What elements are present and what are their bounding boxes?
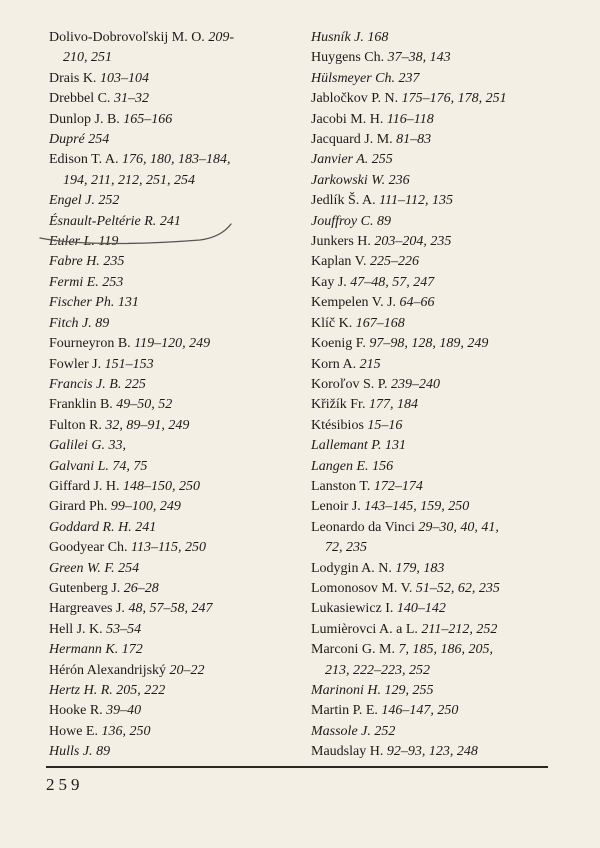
index-entry	[311, 457, 551, 477]
index-entry	[311, 559, 551, 579]
entry-name: Hell J. K.	[49, 621, 103, 637]
index-entry	[49, 89, 291, 109]
index-entry	[311, 232, 551, 252]
index-entry	[311, 579, 551, 599]
entry-pages: 254	[88, 132, 110, 148]
entry-pages: 119	[98, 234, 119, 250]
index-entry	[311, 28, 551, 48]
entry-name: Janvier A.	[311, 152, 369, 168]
index-entry	[49, 436, 291, 456]
entry-name: Goddard R. H.	[49, 519, 132, 535]
entry-name: Lodygin A. N.	[311, 560, 392, 576]
index-entry	[311, 273, 551, 293]
entry-pages: 252	[98, 193, 120, 209]
index-entry	[311, 681, 551, 701]
index-entry	[49, 579, 291, 599]
entry-pages: 253	[102, 274, 124, 290]
entry-name: Francis J. B.	[49, 376, 122, 392]
index-entry	[49, 701, 291, 721]
entry-pages: 146–147, 250	[381, 703, 459, 719]
index-entry	[49, 722, 291, 742]
entry-pages: 39–40	[106, 703, 142, 719]
entry-name: Jacobi M. H.	[311, 111, 384, 127]
index-entry	[311, 69, 551, 89]
index-entry	[49, 212, 291, 232]
entry-name: Howe E.	[49, 723, 98, 739]
entry-pages: 211–212, 252	[421, 621, 498, 637]
index-entry	[49, 620, 291, 640]
entry-pages: 203–204, 235	[374, 234, 452, 250]
entry-pages: 29–30, 40, 41,	[418, 519, 499, 535]
entry-name: Husník J.	[311, 30, 364, 45]
entry-pages: 151–153	[104, 356, 154, 372]
entry-name: Lukasiewicz I.	[311, 601, 394, 617]
index-entry	[311, 171, 551, 191]
index-entry	[49, 150, 291, 170]
entry-name: Lumièrovci A. a L.	[311, 621, 418, 637]
entry-name: Langen E.	[311, 458, 369, 474]
entry-pages: 111–112, 135	[379, 193, 453, 209]
entry-name: Dunlop J. B.	[49, 111, 120, 127]
index-entry	[311, 130, 551, 150]
index-entry	[49, 28, 291, 48]
entry-pages: 81–83	[396, 132, 432, 148]
entry-name: Massole J.	[311, 723, 371, 739]
index-entry	[49, 599, 291, 619]
entry-pages: 92–93, 123, 248	[386, 744, 478, 760]
entry-name: Jarkowski W.	[311, 172, 386, 188]
entry-pages: 148–150, 250	[123, 478, 201, 494]
entry-pages: 89	[95, 315, 110, 331]
entry-pages: 225	[124, 376, 146, 392]
entry-name: Galilei G.	[49, 438, 105, 454]
index-entry	[49, 661, 291, 681]
entry-pages: 49–50, 52	[116, 397, 173, 413]
entry-name: Maudslay H.	[311, 744, 384, 760]
entry-pages: 26–28	[123, 580, 159, 596]
entry-pages: 209-	[208, 30, 234, 45]
entry-pages-continued: 213, 222–223, 252	[325, 662, 430, 678]
entry-pages: 136, 250	[101, 723, 151, 739]
index-entry	[49, 416, 291, 436]
entry-pages: 241	[135, 519, 157, 535]
index-entry	[49, 252, 291, 272]
entry-pages: 255	[371, 152, 393, 168]
entry-pages: 7, 185, 186, 205,	[398, 642, 493, 658]
entry-name: Ktésibios	[311, 417, 364, 433]
entry-name: Lallemant P.	[311, 438, 382, 454]
entry-pages-continued: 210, 251	[63, 50, 112, 66]
entry-name: Franklin B.	[49, 397, 113, 413]
entry-name: Lanston T.	[311, 478, 371, 494]
entry-name: Goodyear Ch.	[49, 540, 128, 556]
entry-pages: 156	[372, 458, 394, 474]
index-entry	[311, 620, 551, 640]
entry-pages: 20–22	[169, 662, 205, 678]
entry-pages: 225–226	[369, 254, 419, 270]
index-entry	[311, 89, 551, 109]
index-entry	[311, 150, 551, 170]
entry-pages: 168	[367, 30, 389, 45]
index-entry	[49, 130, 291, 150]
index-entry	[49, 273, 291, 293]
index-entry	[311, 477, 551, 497]
entry-pages: 254	[118, 560, 140, 576]
index-entry	[49, 375, 291, 395]
index-entry	[311, 375, 551, 395]
index-entry	[49, 518, 291, 538]
entry-name: Jedlík Š. A.	[311, 193, 376, 209]
index-entry	[311, 395, 551, 415]
index-entry	[49, 395, 291, 415]
entry-name: Euler L.	[49, 234, 95, 250]
entry-pages: 237	[398, 70, 420, 86]
index-entry	[311, 355, 551, 375]
entry-name: Fulton R.	[49, 417, 102, 433]
entry-name: Lomonosov M. V.	[311, 580, 413, 596]
index-entry	[311, 252, 551, 272]
index-entry	[49, 232, 291, 252]
index-column-right	[311, 28, 551, 763]
entry-name: Jabločkov P. N.	[311, 91, 399, 107]
entry-name: Křižík Fr.	[311, 397, 366, 413]
index-entry	[49, 355, 291, 375]
index-entry	[311, 334, 551, 354]
entry-pages: 131	[385, 438, 407, 454]
entry-name: Kempelen V. J.	[311, 295, 397, 311]
entry-name: Gutenberg J.	[49, 580, 121, 596]
entry-pages-continued: 194, 211, 212, 251, 254	[63, 172, 195, 188]
entry-name: Klíč K.	[311, 315, 353, 331]
index-entry	[49, 497, 291, 517]
entry-name: Fermi E.	[49, 274, 99, 290]
index-entry	[49, 681, 291, 701]
index-entry	[311, 518, 551, 538]
index-entry	[311, 48, 551, 68]
entry-pages: 37–38, 143	[387, 50, 451, 66]
entry-pages: 47–48, 57, 247	[350, 274, 435, 290]
index-entry	[311, 722, 551, 742]
entry-name: Koenig F.	[311, 336, 366, 352]
index-entry	[49, 110, 291, 130]
entry-pages: 177, 184	[368, 397, 418, 413]
entry-name: Huygens Ch.	[311, 50, 385, 66]
entry-name: Korn A.	[311, 356, 357, 372]
entry-pages: 236	[388, 172, 410, 188]
entry-pages: 235	[103, 254, 125, 270]
entry-name: Engel J.	[49, 193, 95, 209]
index-entry	[311, 701, 551, 721]
index-entry	[49, 293, 291, 313]
entry-pages: 99–100, 249	[110, 499, 181, 515]
entry-name: Koroľov S. P.	[311, 376, 388, 392]
entry-name: Lenoir J.	[311, 499, 361, 515]
entry-name: Fabre H.	[49, 254, 100, 270]
index-entry	[49, 640, 291, 660]
index-column-left	[49, 28, 291, 763]
page-number: 259	[46, 775, 84, 794]
entry-pages: 131	[117, 295, 139, 311]
index-entry	[49, 742, 291, 762]
index-entry	[49, 559, 291, 579]
entry-pages: 129, 255	[384, 683, 434, 698]
index-entry	[311, 497, 551, 517]
entry-name: Hérón Alexandrijský	[49, 662, 167, 678]
entry-name: Kay J.	[311, 274, 347, 290]
entry-name: Martin P. E.	[311, 703, 378, 719]
entry-pages: 97–98, 128, 189, 249	[369, 336, 489, 352]
entry-pages: 74, 75	[112, 458, 148, 474]
index-entry	[311, 293, 551, 313]
entry-pages-continued: 72, 235	[325, 540, 367, 556]
entry-pages: 103–104	[99, 70, 149, 86]
index-entry	[311, 742, 551, 762]
entry-name: Edison T. A.	[49, 152, 119, 168]
entry-pages: 172	[121, 642, 143, 658]
index-entry	[311, 110, 551, 130]
index-entry	[311, 212, 551, 232]
entry-pages: 113–115, 250	[131, 540, 206, 556]
entry-name: Fourneyron B.	[49, 336, 131, 352]
entry-name: Hargreaves J.	[49, 601, 125, 617]
index-entry	[49, 334, 291, 354]
entry-pages: 64–66	[399, 295, 435, 311]
entry-pages: 53–54	[106, 621, 142, 637]
index-entry	[49, 191, 291, 211]
index-entry	[311, 640, 551, 660]
index-entry	[49, 477, 291, 497]
index-entry	[311, 314, 551, 334]
index-entry	[311, 436, 551, 456]
entry-name: Drebbel C.	[49, 91, 111, 107]
entry-name: Hermann K.	[49, 642, 119, 658]
entry-pages: 31–32	[113, 91, 149, 107]
entry-pages: 15–16	[367, 417, 403, 433]
entry-pages: 119–120, 249	[134, 336, 211, 352]
entry-pages: 143–145, 159, 250	[364, 499, 470, 515]
entry-pages: 89	[96, 744, 111, 760]
entry-name: Jouffroy C.	[311, 213, 374, 229]
index-entry	[49, 538, 291, 558]
entry-name: Girard Ph.	[49, 499, 108, 515]
entry-name: Galvani L.	[49, 458, 109, 474]
entry-name: Ésnault-Peltérie R.	[49, 213, 157, 229]
entry-name: Dolivo-Dobrovoľskij M. O.	[49, 30, 205, 45]
entry-pages: 33,	[108, 438, 126, 454]
entry-pages: 252	[374, 723, 396, 739]
index-entry	[311, 416, 551, 436]
index-entry	[311, 599, 551, 619]
index-entry	[49, 457, 291, 477]
entry-name: Hooke R.	[49, 703, 103, 719]
entry-pages: 215	[359, 356, 381, 372]
entry-name: Fischer Ph.	[49, 295, 115, 311]
index-entry	[49, 69, 291, 89]
index-entry	[49, 314, 291, 334]
entry-pages: 175–176, 178, 251	[401, 91, 507, 107]
footer-rule	[46, 766, 548, 768]
entry-name: Hülsmeyer Ch.	[311, 70, 395, 86]
entry-pages: 32, 89–91, 249	[105, 417, 190, 433]
entry-pages: 165–166	[123, 111, 173, 127]
entry-pages: 179, 183	[395, 560, 445, 576]
entry-pages: 176, 180, 183–184,	[122, 152, 231, 168]
entry-name: Hulls J.	[49, 744, 93, 760]
entry-pages: 89	[376, 213, 391, 229]
entry-name: Marinoni H.	[311, 683, 381, 698]
entry-name: Junkers H.	[311, 234, 371, 250]
entry-name: Fowler J.	[49, 356, 102, 372]
entry-pages: 241	[159, 213, 181, 229]
entry-pages: 116–118	[386, 111, 434, 127]
entry-name: Drais K.	[49, 70, 97, 86]
entry-pages: 205, 222	[116, 683, 166, 698]
entry-pages: 140–142	[396, 601, 446, 617]
entry-pages: 51–52, 62, 235	[415, 580, 500, 596]
entry-name: Marconi G. M.	[311, 642, 395, 658]
entry-pages: 172–174	[373, 478, 423, 494]
entry-name: Hertz H. R.	[49, 683, 113, 698]
entry-pages: 167–168	[355, 315, 405, 331]
entry-name: Fitch J.	[49, 315, 92, 331]
entry-name: Leonardo da Vinci	[311, 519, 415, 535]
index-entry	[311, 191, 551, 211]
entry-name: Green W. F.	[49, 560, 115, 576]
entry-name: Kaplan V.	[311, 254, 367, 270]
entry-pages: 239–240	[390, 376, 440, 392]
entry-name: Jacquard J. M.	[311, 132, 393, 148]
entry-pages: 48, 57–58, 247	[128, 601, 213, 617]
entry-name: Giffard J. H.	[49, 478, 120, 494]
entry-name: Dupré	[49, 132, 85, 148]
